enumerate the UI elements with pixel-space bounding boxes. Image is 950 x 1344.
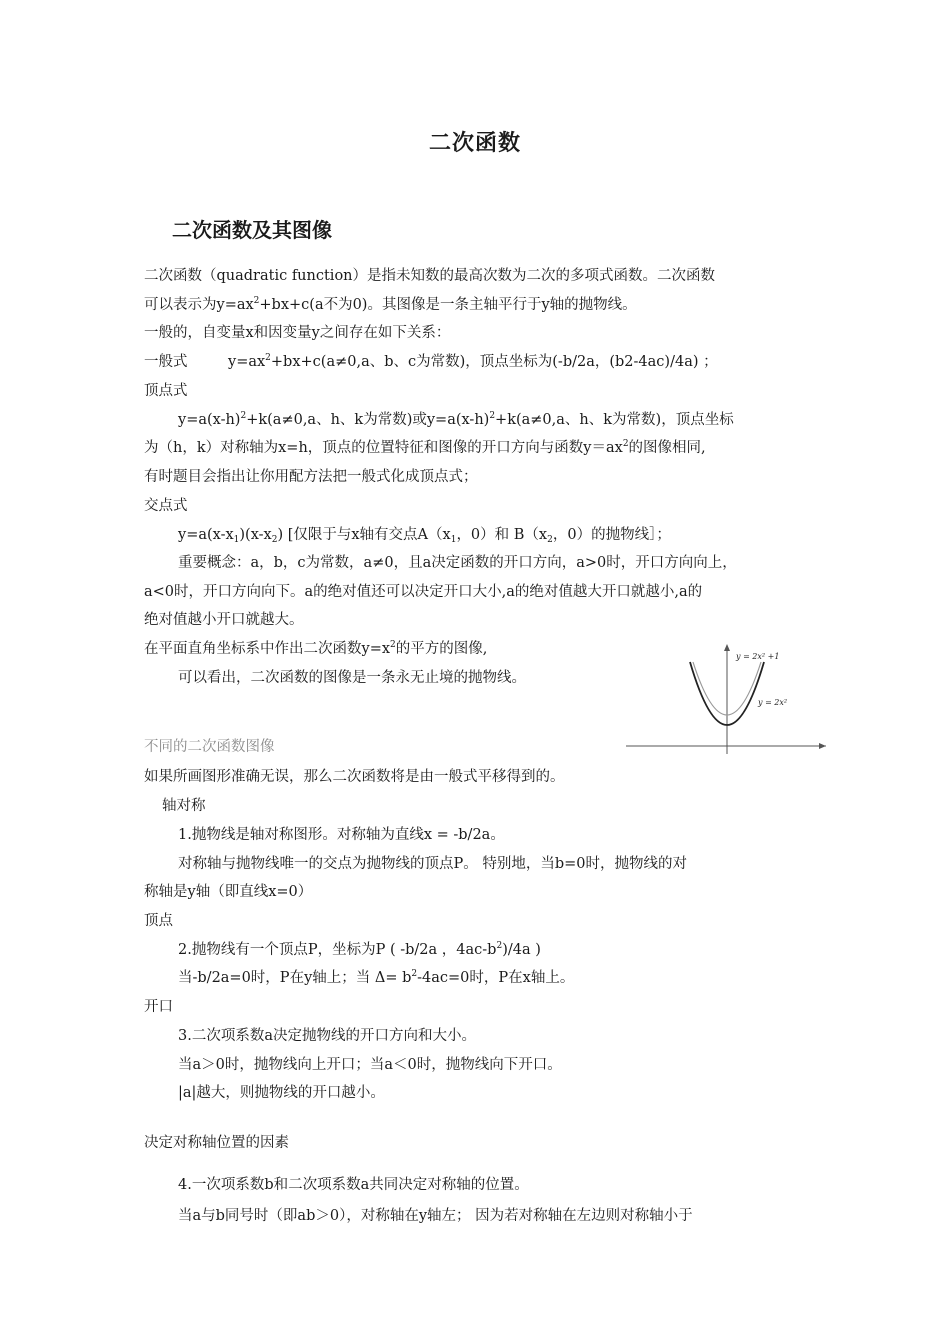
intercept-form-formula: $y=a(x-x_1)(x-x_2)$ [仅限于与x轴有交点$A(x_1$，0）和 $B(x_2$，0）的抛物线］； (178, 527, 671, 545)
general-form-formula: $y=ax^2+bx+c(a\ne 0,a$、b、c为常数)，顶点坐标为(-b/2a，(b2-4ac)/4a) ； (228, 353, 718, 370)
axis-position-line-1: 4.一次项系数b和二次项系数a共同决定对称轴的位置。 (178, 1177, 529, 1193)
concept-line-1: 重要概念：a，b，c为常数，a≠0，且a决定函数的开口方向，a>0时，开口方向向上， (178, 555, 737, 571)
intro-line-3: 一般的，自变量x和因变量y之间存在如下关系： (144, 325, 451, 341)
concept-line-3: 绝对值越小开口就越大。 (144, 612, 304, 628)
axis-section-line-2: 对称轴与抛物线唯一的交点为抛物线的顶点P。 特别地，当b=0时，抛物线的对 (178, 856, 688, 872)
intercept-form-label: 交点式 (144, 498, 188, 514)
section-heading: 二次函数及其图像 (172, 218, 332, 242)
curve-upper-label: y = 2x² +1 (736, 652, 780, 661)
vertex-form-line-3: 有时题目会指出让你用配方法把一般式化成顶点式； (144, 469, 478, 485)
vertex-section-label: 顶点 (144, 913, 173, 929)
axis-section-line-3: 称轴是y轴（即直线x=0） (144, 884, 313, 900)
translation-note: 如果所画图形准确无误，那么二次函数将是由一般式平移得到的。 (144, 769, 565, 785)
intro-line-1: 二次函数（quadratic function）是指未知数的最高次数为二次的多项式函数。二次函数 (144, 268, 716, 284)
vertex-form-line-2: 为（h，k）对称轴为x=h，顶点的位置特征和图像的开口方向与函数$y=ax^2$的图像相同, (144, 439, 706, 456)
intro-line-2: 可以表示为$y=ax^2+bx+c(a$不为0)。其图像是一条主轴平行于y轴的抛物线。 (144, 296, 637, 313)
vertex-form-line-1: $y=a(x-h)^2+k(a\ne 0,a$、h、k为常数)或$y=a(x-h)^2+k(a\ne 0,a$、h、k为常数)，顶点坐标 (178, 411, 734, 428)
x-axis-arrow (819, 743, 826, 749)
axis-section-label: 轴对称 (162, 798, 206, 814)
plot-text-line-2: 可以看出，二次函数的图像是一条永无止境的抛物线。 (178, 670, 526, 686)
vertex-form-label: 顶点式 (144, 383, 188, 399)
vertex-section-line-2: 当-b/2a=0时，P在y轴上；当 $\Delta= b^2-4ac=0$时，P在x轴上。 (178, 969, 575, 986)
subheading-grey: 不同的二次函数图像 (144, 739, 275, 755)
general-form-label: 一般式 (144, 354, 188, 370)
axis-section-line-1: 1.抛物线是轴对称图形。对称轴为直线x = -b/2a。 (178, 827, 505, 843)
concept-line-2: a<0时，开口方向向下。a的绝对值还可以决定开口大小,a的绝对值越大开口就越小,a的 (144, 584, 703, 600)
opening-section-line-1: 3.二次项系数a决定抛物线的开口方向和大小。 (178, 1028, 476, 1044)
opening-section-line-3: |a|越大，则抛物线的开口越小。 (178, 1085, 385, 1101)
axis-position-label: 决定对称轴位置的因素 (144, 1135, 289, 1151)
opening-section-label: 开口 (144, 999, 173, 1015)
axis-position-line-2: 当a与b同号时（即ab＞0），对称轴在y轴左； 因为若对称轴在左边则对称轴小于 (178, 1208, 693, 1224)
parabola-figure (622, 640, 832, 758)
plot-text-line-1: 在平面直角坐标系中作出二次函数$y=x^2$的平方的图像, (144, 640, 488, 657)
opening-section-line-2: 当a＞0时，抛物线向上开口；当a＜0时，抛物线向下开口。 (178, 1057, 562, 1073)
vertex-section-line-1: 2.抛物线有一个顶点P，坐标为P ( -b/2a ，$4ac-b^2)/4a$ ) (178, 941, 541, 958)
page-title: 二次函数 (428, 131, 521, 156)
y-axis-arrow (724, 644, 730, 651)
curve-lower-label: y = 2x² (758, 698, 788, 707)
